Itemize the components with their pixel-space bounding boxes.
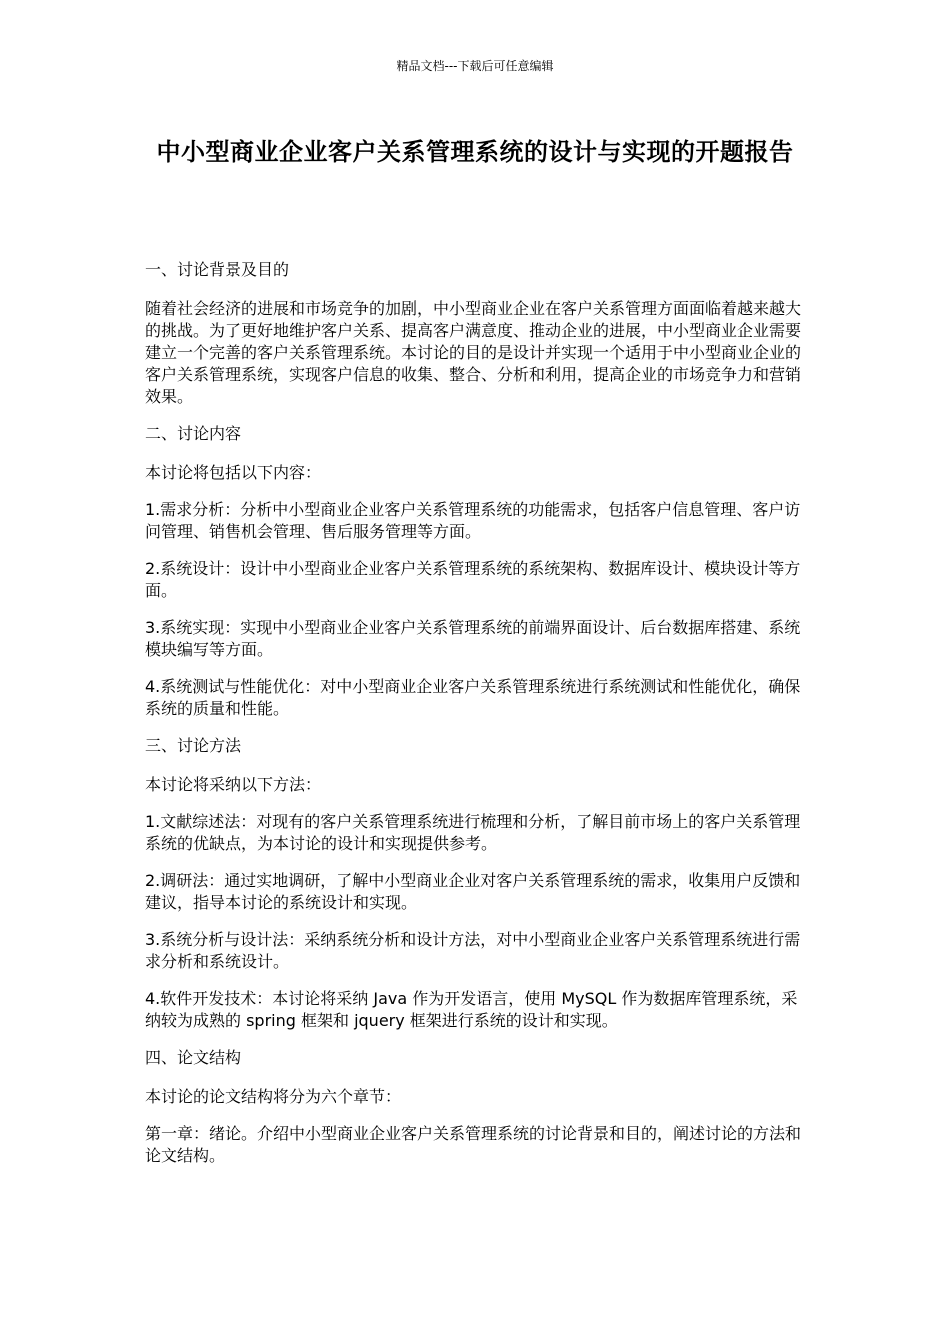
paragraph: 本讨论将包括以下内容： xyxy=(145,463,322,482)
section-heading: 二、讨论内容 xyxy=(145,424,242,443)
paragraph: 4.软件开发技术：本讨论将采纳 Java 作为开发语言，使用 MySQL 作为数据库管理系统，采纳较为成熟的 spring 框架和 jquery 框架进行系统的设计和实现。 xyxy=(145,989,798,1030)
paragraph: 3.系统实现：实现中小型商业企业客户关系管理系统的前端界面设计、后台数据库搭建、系统模块编写等方面。 xyxy=(145,618,801,659)
paragraph: 1.需求分析：分析中小型商业企业客户关系管理系统的功能需求，包括客户信息管理、客户访问管理、销售机会管理、售后服务管理等方面。 xyxy=(145,500,801,541)
section-methods xyxy=(145,735,805,1032)
paragraph: 本讨论将采纳以下方法： xyxy=(145,775,322,794)
header-note: 精品文档---下载后可任意编辑 xyxy=(396,59,554,73)
section-structure xyxy=(145,1047,805,1167)
document-title: 中小型商业企业客户关系管理系统的设计与实现的开题报告 xyxy=(156,138,794,166)
section-content xyxy=(145,423,805,720)
section-heading: 三、讨论方法 xyxy=(145,736,242,755)
document-body xyxy=(145,259,805,1182)
paragraph: 第一章：绪论。介绍中小型商业企业客户关系管理系统的讨论背景和目的，阐述讨论的方法和论文结构。 xyxy=(145,1124,802,1165)
section-background xyxy=(145,259,805,408)
section-heading: 四、论文结构 xyxy=(145,1048,242,1067)
paragraph: 4.系统测试与性能优化：对中小型商业企业客户关系管理系统进行系统测试和性能优化，确保系统的质量和性能。 xyxy=(145,677,801,718)
paragraph: 2.系统设计：设计中小型商业企业客户关系管理系统的系统架构、数据库设计、模块设计等方面。 xyxy=(145,559,801,600)
paragraph: 随着社会经济的进展和市场竞争的加剧，中小型商业企业在客户关系管理方面面临着越来越大的挑战。为了更好地维护客户关系、提高客户满意度、推动企业的进展，中小型商业企业需要建立一个完善的客户关系管理系统。本讨论的目的是设计并实现一个适用于中小型商业企业的客户关系管理系统，实现客户信息的收集、整合、分析和利用，提高企业的市场竞争力和营销效果。 xyxy=(145,299,802,406)
paragraph: 2.调研法：通过实地调研，了解中小型商业企业对客户关系管理系统的需求，收集用户反馈和建议，指导本讨论的系统设计和实现。 xyxy=(145,871,801,912)
paragraph: 1.文献综述法：对现有的客户关系管理系统进行梳理和分析，了解目前市场上的客户关系管理系统的优缺点，为本讨论的设计和实现提供参考。 xyxy=(145,812,801,853)
section-heading: 一、讨论背景及目的 xyxy=(145,260,290,279)
paragraph: 本讨论的论文结构将分为六个章节： xyxy=(145,1087,402,1106)
paragraph: 3.系统分析与设计法：采纳系统分析和设计方法，对中小型商业企业客户关系管理系统进行需求分析和系统设计。 xyxy=(145,930,801,971)
